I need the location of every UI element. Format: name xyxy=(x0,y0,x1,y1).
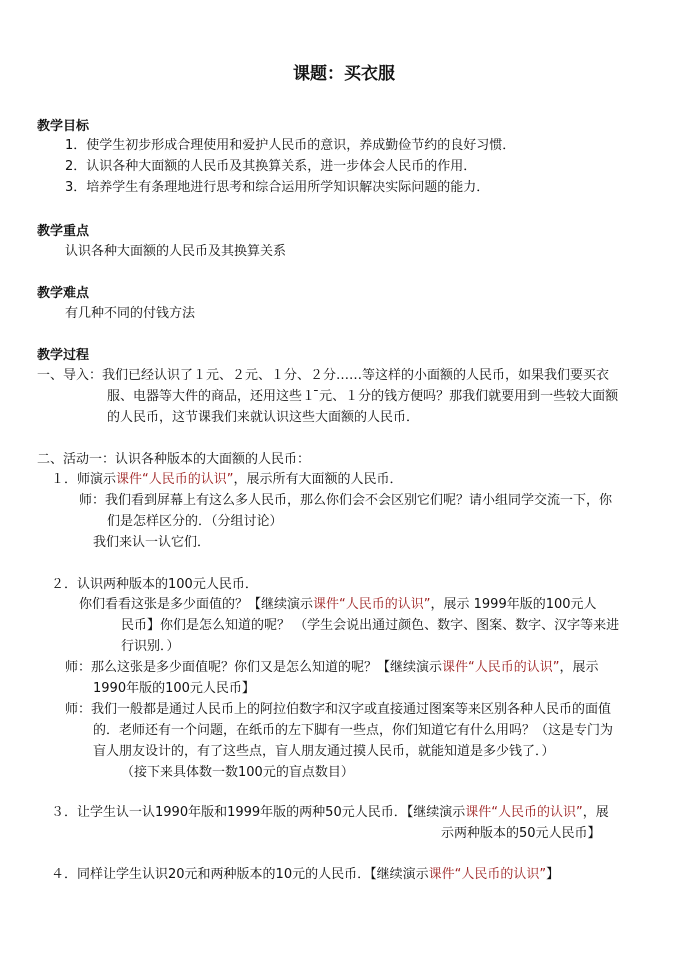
objective-item-1: 1．使学生初步形成合理使用和爱护人民币的意识，养成勤俭节约的良好习惯． xyxy=(65,138,516,153)
step3-prefix: ３．让学生认一认1990年版和1999年版的两种50元人民币．【继续演示 xyxy=(51,805,466,820)
step2-q3-line-3: 盲人朋友设计的，有了这些点，盲人朋友通过摸人民币，就能知道是多少钱了．） xyxy=(93,744,555,759)
step2-q1-line-3: 行识别．） xyxy=(121,639,180,654)
step2-q1-courseware: 课件“人民币的认识” xyxy=(313,597,431,612)
step2-q1-prefix: 你们看看这张是多少面值的？【继续演示 xyxy=(79,597,314,612)
intro-line-2: 服、电器等大件的商品，还用这些１ ̄元、１分的钱方便吗？那我们就要用到一些较大面额 xyxy=(107,389,619,404)
step2-q2-prefix: 师：那么这张是多少面值呢？你们又是怎么知道的呢？【继续演示 xyxy=(65,660,443,675)
activity-heading: 二、活动一：认识各种版本的大面额的人民币： xyxy=(37,452,311,467)
intro-line-3: 的人民币，这节课我们来就认识这些大面额的人民币． xyxy=(107,410,420,425)
intro-line-1: 一、导入：我们已经认识了１元、２元、１分、２分……等这样的小面额的人民币，如果我们要买衣 xyxy=(37,368,610,383)
step4-prefix: ４．同样让学生认识20元和两种版本的10元的人民币．【继续演示 xyxy=(51,867,429,882)
step2-q3-line-4: （接下来具体数一数100元的盲点数目） xyxy=(121,765,354,780)
step2-q1-line-1 xyxy=(79,597,597,613)
step1-teacher-line-1: 师：我们看到屏幕上有这么多人民币，那么你们会不会区别它们呢？请小组同学交流一下，你 xyxy=(79,493,613,508)
process-heading: 教学过程 xyxy=(37,348,90,363)
page-title: 课题：买衣服 xyxy=(293,64,395,84)
step2-q2-suffix: ，展示 xyxy=(559,660,599,675)
step2-q2-line-1 xyxy=(65,660,599,676)
objective-item-3: 3．培养学生有条理地进行思考和综合运用所学知识解决实际问题的能力． xyxy=(65,180,490,195)
step2-heading: ２．认识两种版本的100元人民币． xyxy=(51,577,258,592)
step3-courseware: 课件“人民币的认识” xyxy=(465,805,583,820)
difficulty-text: 有几种不同的付钱方法 xyxy=(65,306,196,321)
step3-line-2: 示两种版本的50元人民币】 xyxy=(441,826,601,841)
step3-line-1 xyxy=(51,805,609,821)
step1-line xyxy=(51,472,403,488)
step4-line xyxy=(51,867,559,883)
step1-suffix: ，展示所有大面额的人民币． xyxy=(233,472,403,487)
step4-courseware: 课件“人民币的认识” xyxy=(428,867,547,882)
step1-teacher-line-2: 们是怎样区分的．（分组讨论） xyxy=(107,514,283,529)
difficulty-heading: 教学难点 xyxy=(37,286,90,301)
step1-courseware: 课件“人民币的认识” xyxy=(116,472,234,487)
step2-q2-line-2: 1990年版的100元人民币】 xyxy=(93,681,255,696)
step2-q3-line-1: 师：我们一般都是通过人民币上的阿拉伯数字和汉字或直接通过图案等来区别各种人民币的面值 xyxy=(65,702,612,717)
step1-prefix: １．师演示 xyxy=(51,472,117,487)
step2-q2-courseware: 课件“人民币的认识” xyxy=(442,660,560,675)
key-point-text: 认识各种大面额的人民币及其换算关系 xyxy=(65,244,287,259)
step1-teacher-line-3: 我们来认一认它们． xyxy=(93,535,211,550)
step2-q1-line-2: 民币】你们是怎么知道的呢？ （学生会说出通过颜色、数字、图案、数字、汉字等来进 xyxy=(121,618,620,633)
step2-q1-suffix: ，展示 1999年版的100元人 xyxy=(430,597,597,612)
objective-item-2: 2．认识各种大面额的人民币及其换算关系，进一步体会人民币的作用． xyxy=(65,159,477,174)
objectives-heading: 教学目标 xyxy=(37,119,90,134)
step4-suffix: 】 xyxy=(546,867,560,882)
step3-suffix: ，展 xyxy=(582,805,609,820)
key-point-heading: 教学重点 xyxy=(37,224,90,239)
step2-q3-line-2: 的．老师还有一个问题，在纸币的左下脚有一些点，你们知道它有什么用吗？（这是专门为 xyxy=(93,723,614,738)
